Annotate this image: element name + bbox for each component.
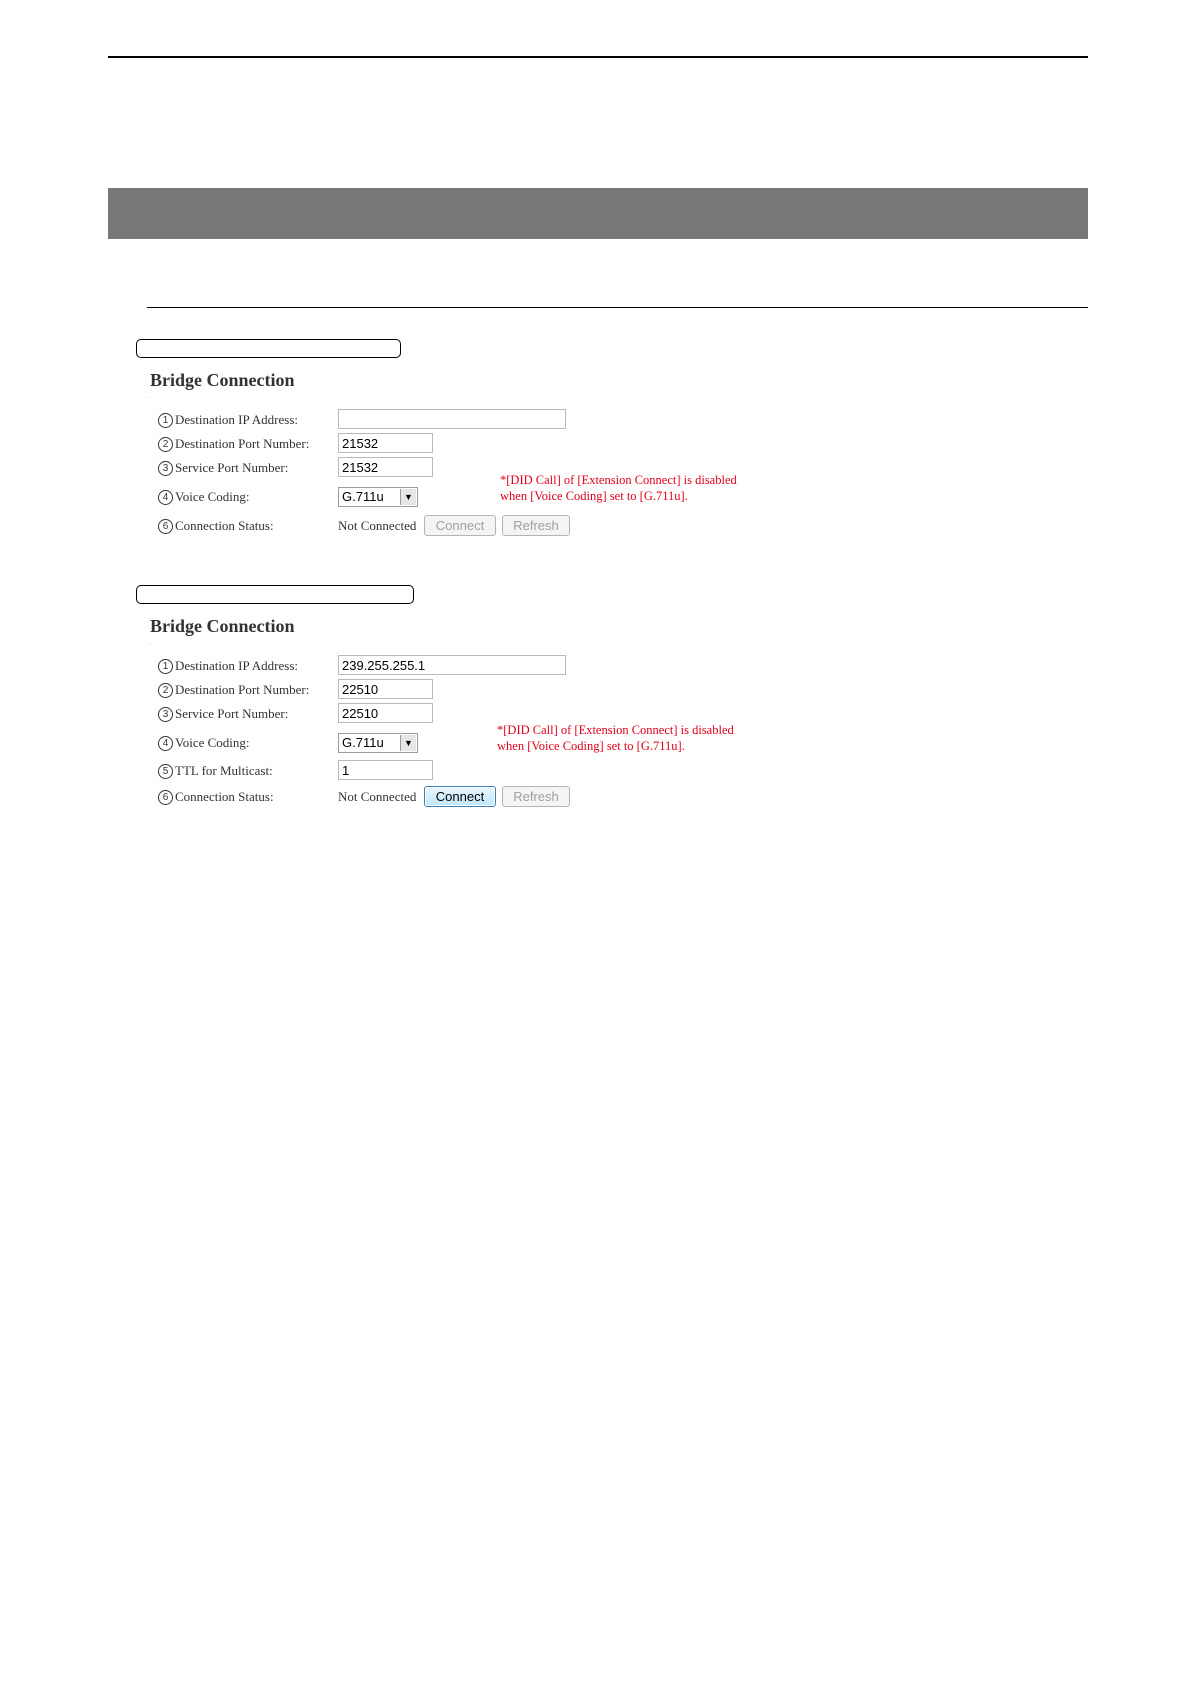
label-text: Connection Status:	[175, 518, 274, 533]
label-connection-status	[158, 789, 274, 805]
number-badge: 1	[158, 659, 173, 674]
label-text: Voice Coding:	[175, 735, 250, 750]
dropdown-arrow-icon[interactable]: ▼	[400, 489, 416, 505]
number-badge: 2	[158, 437, 173, 452]
top-rule	[108, 56, 1088, 58]
connect-button[interactable]: Connect	[424, 515, 496, 536]
label-destination-port	[158, 436, 309, 452]
number-badge: 6	[158, 790, 173, 805]
voice-coding-value: G.711u	[342, 489, 384, 504]
voice-coding-select[interactable]	[338, 733, 418, 753]
number-badge: 3	[158, 461, 173, 476]
voice-coding-value: G.711u	[342, 735, 384, 750]
row-voice-coding	[136, 723, 776, 756]
destination-ip-input[interactable]: 239.255.255.1	[338, 655, 566, 675]
label-text: Destination IP Address:	[175, 658, 299, 673]
screen-tag-box	[136, 339, 401, 358]
number-badge: 1	[158, 413, 173, 428]
row-destination-port	[136, 679, 776, 703]
label-destination-ip	[158, 658, 298, 674]
voice-coding-note	[497, 722, 734, 754]
label-service-port	[158, 460, 288, 476]
row-connection-status	[136, 786, 776, 810]
row-destination-ip	[136, 409, 776, 433]
label-text: Destination Port Number:	[175, 436, 310, 451]
label-text: Destination IP Address:	[175, 412, 299, 427]
voice-coding-note	[500, 472, 737, 504]
number-badge: 3	[158, 707, 173, 722]
row-destination-ip	[136, 655, 776, 679]
row-destination-port	[136, 433, 776, 457]
label-text: Destination Port Number:	[175, 682, 310, 697]
label-destination-port	[158, 682, 309, 698]
label-destination-ip	[158, 412, 298, 428]
divider-dot: .	[150, 394, 152, 400]
destination-port-input[interactable]: 21532	[338, 433, 433, 453]
panel-heading: Bridge Connection	[150, 616, 295, 636]
section-header-band	[108, 188, 1088, 239]
voice-coding-select[interactable]	[338, 487, 418, 507]
dropdown-arrow-icon[interactable]: ▼	[400, 735, 416, 751]
number-badge: 2	[158, 683, 173, 698]
refresh-button[interactable]: Refresh	[502, 786, 570, 807]
label-ttl	[158, 763, 273, 779]
screen-tag-box	[136, 585, 414, 604]
label-text: Service Port Number:	[175, 706, 289, 721]
row-ttl	[136, 760, 776, 784]
label-service-port	[158, 706, 288, 722]
connect-button[interactable]: Connect	[424, 786, 496, 807]
connection-status-value: Not Connected	[338, 518, 417, 533]
note-line: *[DID Call] of [Extension Connect] is disabled	[500, 473, 737, 487]
section-rule	[147, 307, 1088, 308]
note-line: *[DID Call] of [Extension Connect] is disabled	[497, 723, 734, 737]
label-text: Voice Coding:	[175, 489, 250, 504]
label-voice-coding	[158, 735, 250, 751]
label-text: Connection Status:	[175, 789, 274, 804]
number-badge: 4	[158, 490, 173, 505]
number-badge: 5	[158, 764, 173, 779]
number-badge: 4	[158, 736, 173, 751]
destination-port-input[interactable]: 22510	[338, 679, 433, 699]
row-connection-status	[136, 515, 776, 539]
destination-ip-input[interactable]	[338, 409, 566, 429]
note-line: when [Voice Coding] set to [G.711u].	[497, 739, 685, 753]
label-connection-status	[158, 518, 274, 534]
label-voice-coding	[158, 489, 250, 505]
label-text: Service Port Number:	[175, 460, 289, 475]
divider-dot: .	[150, 640, 152, 646]
connection-status-value: Not Connected	[338, 789, 417, 804]
service-port-input[interactable]: 21532	[338, 457, 433, 477]
panel-heading: Bridge Connection	[150, 370, 295, 390]
note-line: when [Voice Coding] set to [G.711u].	[500, 489, 688, 503]
row-voice-coding	[136, 473, 776, 510]
ttl-input[interactable]: 1	[338, 760, 433, 780]
service-port-input[interactable]: 22510	[338, 703, 433, 723]
number-badge: 6	[158, 519, 173, 534]
label-text: TTL for Multicast:	[175, 763, 273, 778]
refresh-button[interactable]: Refresh	[502, 515, 570, 536]
